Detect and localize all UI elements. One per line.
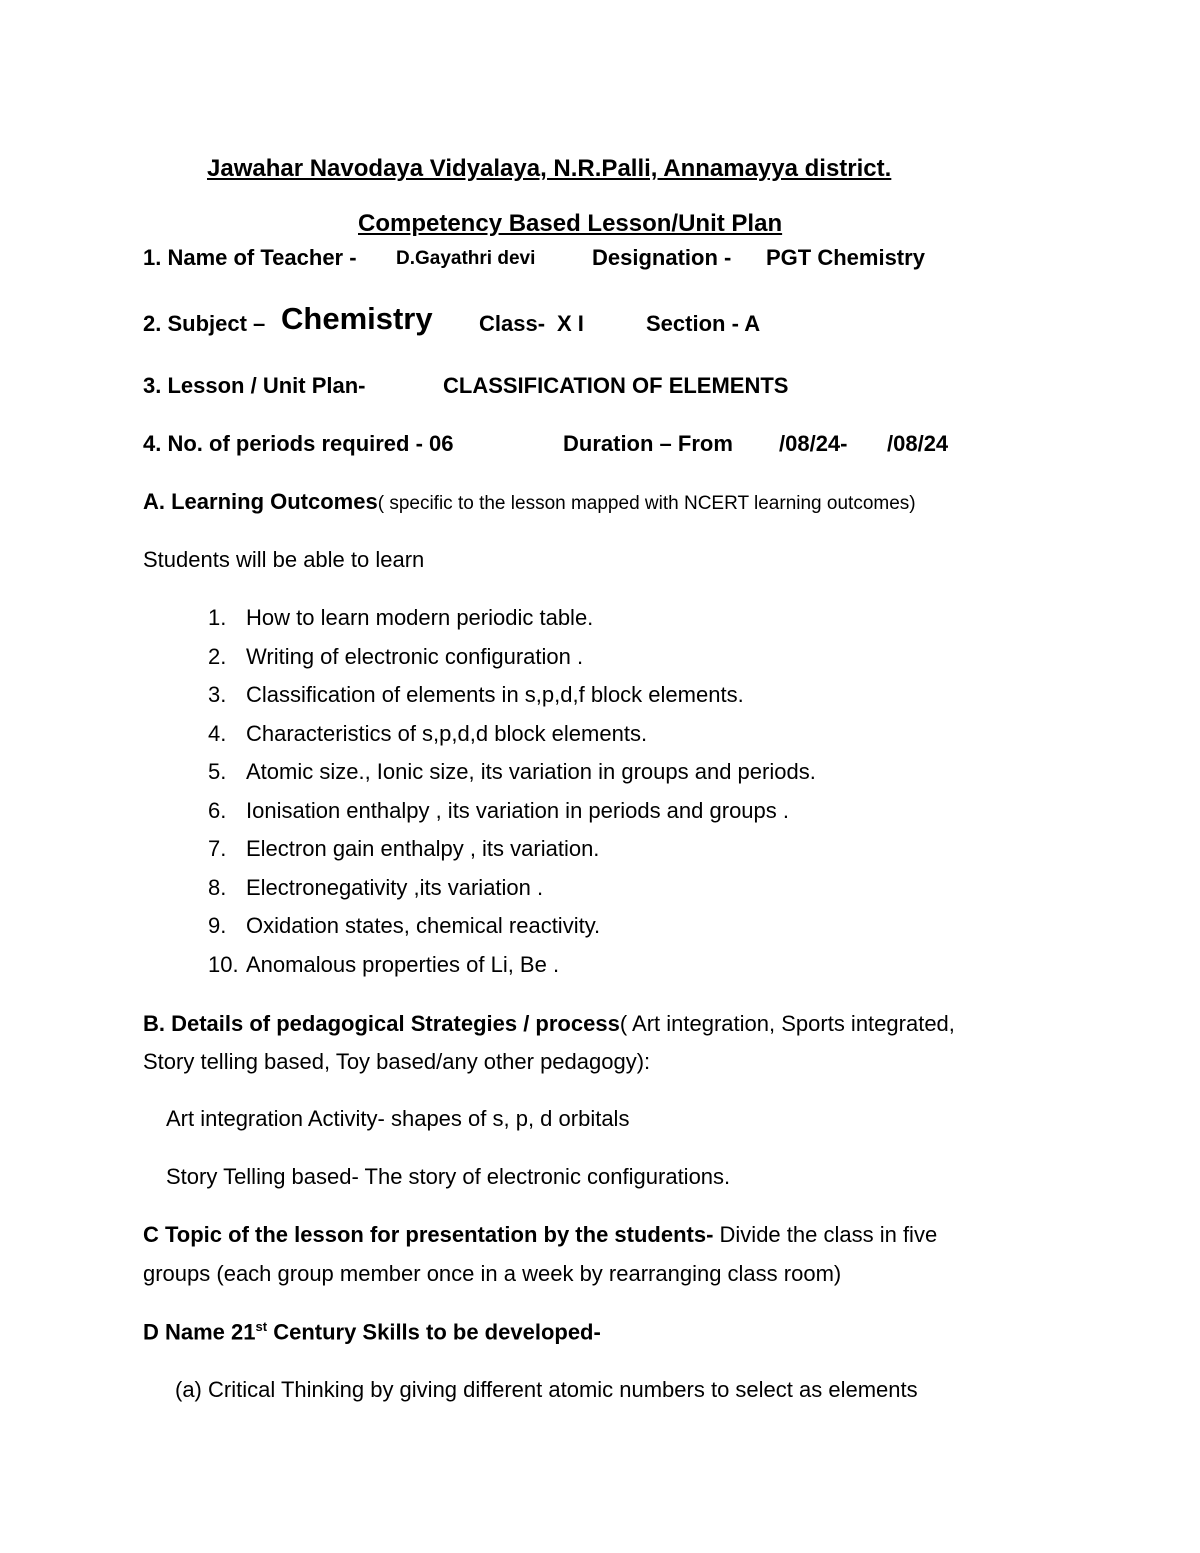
- section-a-title: A. Learning Outcomes: [143, 489, 378, 514]
- section-c-title: C Topic of the lesson for presentation by the students-: [143, 1222, 714, 1247]
- section-d-title-pre: D Name 21: [143, 1319, 256, 1345]
- outcome-list-item: [208, 875, 543, 901]
- class-value: X I: [557, 311, 584, 336]
- section-a-intro: Students will be able to learn: [143, 547, 425, 572]
- periods-label: 4. No. of periods required - 06: [143, 431, 454, 456]
- outcome-text: Anomalous properties of Li, Be .: [246, 951, 560, 977]
- designation-value: PGT Chemistry: [766, 245, 925, 270]
- outcome-number: 7.: [208, 836, 227, 861]
- section-label: Section - A: [646, 311, 761, 336]
- outcome-list-item: [208, 836, 599, 862]
- duration-from: /08/24-: [779, 431, 848, 456]
- outcome-list-item: [208, 605, 593, 631]
- outcome-list-item: [208, 913, 600, 939]
- section-b-title: B. Details of pedagogical Strategies / process: [143, 1011, 620, 1036]
- outcome-list-item: [208, 952, 559, 978]
- outcome-number: 4.: [208, 720, 227, 746]
- outcome-list-item: [208, 644, 583, 670]
- outcome-text: Electron gain enthalpy , its variation.: [246, 836, 600, 861]
- section-d-heading: [143, 1319, 601, 1345]
- plan-title: Competency Based Lesson/Unit Plan: [358, 210, 783, 237]
- teacher-label: 1. Name of Teacher -: [143, 245, 357, 270]
- outcome-number: 8.: [208, 874, 227, 900]
- art-integration-activity: Art integration Activity- shapes of s, p, d orbitals: [166, 1106, 630, 1131]
- outcome-number: 2.: [208, 643, 227, 669]
- outcome-number: 10.: [208, 951, 239, 977]
- designation-label: Designation -: [592, 245, 732, 270]
- section-d-title-post: Century Skills to be developed-: [267, 1319, 601, 1345]
- outcome-text: Characteristics of s,p,d,d block elements.: [246, 720, 648, 746]
- outcome-text: How to learn modern periodic table.: [246, 605, 594, 630]
- section-b-note-line2: Story telling based, Toy based/any other pedagogy):: [143, 1049, 651, 1074]
- outcome-text: Writing of electronic configuration .: [246, 643, 584, 669]
- outcome-number: 3.: [208, 682, 227, 707]
- section-a-heading: [143, 489, 916, 515]
- outcome-list-item: [208, 682, 744, 708]
- outcome-list-item: [208, 798, 789, 824]
- school-name: Jawahar Navodaya Vidyalaya, N.R.Palli, Annamayya district.: [207, 155, 892, 182]
- section-c-text: Divide the class in five: [713, 1222, 938, 1247]
- story-telling-activity: Story Telling based- The story of electronic configurations.: [166, 1164, 731, 1189]
- section-b-note: ( Art integration, Sports integrated,: [619, 1011, 955, 1036]
- section-c-heading: [143, 1222, 937, 1248]
- lesson-label: 3. Lesson / Unit Plan-: [143, 373, 366, 398]
- outcome-number: 1.: [208, 605, 227, 630]
- teacher-name: D.Gayathri devi: [396, 248, 536, 269]
- outcome-text: Ionisation enthalpy , its variation in periods and groups .: [246, 797, 789, 823]
- class-label: Class-: [479, 311, 546, 336]
- outcome-text: Oxidation states, chemical reactivity.: [246, 913, 601, 938]
- outcome-number: 5.: [208, 759, 227, 784]
- duration-label: Duration – From: [563, 431, 733, 456]
- section-b-heading: [143, 1011, 955, 1037]
- lesson-value: CLASSIFICATION OF ELEMENTS: [443, 373, 789, 398]
- outcome-number: 9.: [208, 913, 227, 938]
- outcome-list-item: [208, 721, 647, 747]
- section-a-note: ( specific to the lesson mapped with NCERT learning outcomes): [377, 493, 916, 514]
- duration-to: /08/24: [887, 431, 949, 456]
- outcome-list-item: [208, 759, 816, 785]
- subject-value: Chemistry: [281, 301, 433, 336]
- subject-label: 2. Subject –: [143, 311, 266, 336]
- outcome-text: Atomic size., Ionic size, its variation in groups and periods.: [246, 759, 816, 784]
- outcome-text: Electronegativity ,its variation .: [246, 874, 544, 900]
- skill-item-a: (a) Critical Thinking by giving different atomic numbers to select as elements: [175, 1377, 918, 1402]
- outcome-number: 6.: [208, 797, 227, 823]
- outcome-text: Classification of elements in s,p,d,f block elements.: [246, 682, 744, 707]
- section-c-text-line2: groups (each group member once in a week by rearranging class room): [143, 1261, 842, 1286]
- section-d-title-sup: st: [255, 1319, 268, 1334]
